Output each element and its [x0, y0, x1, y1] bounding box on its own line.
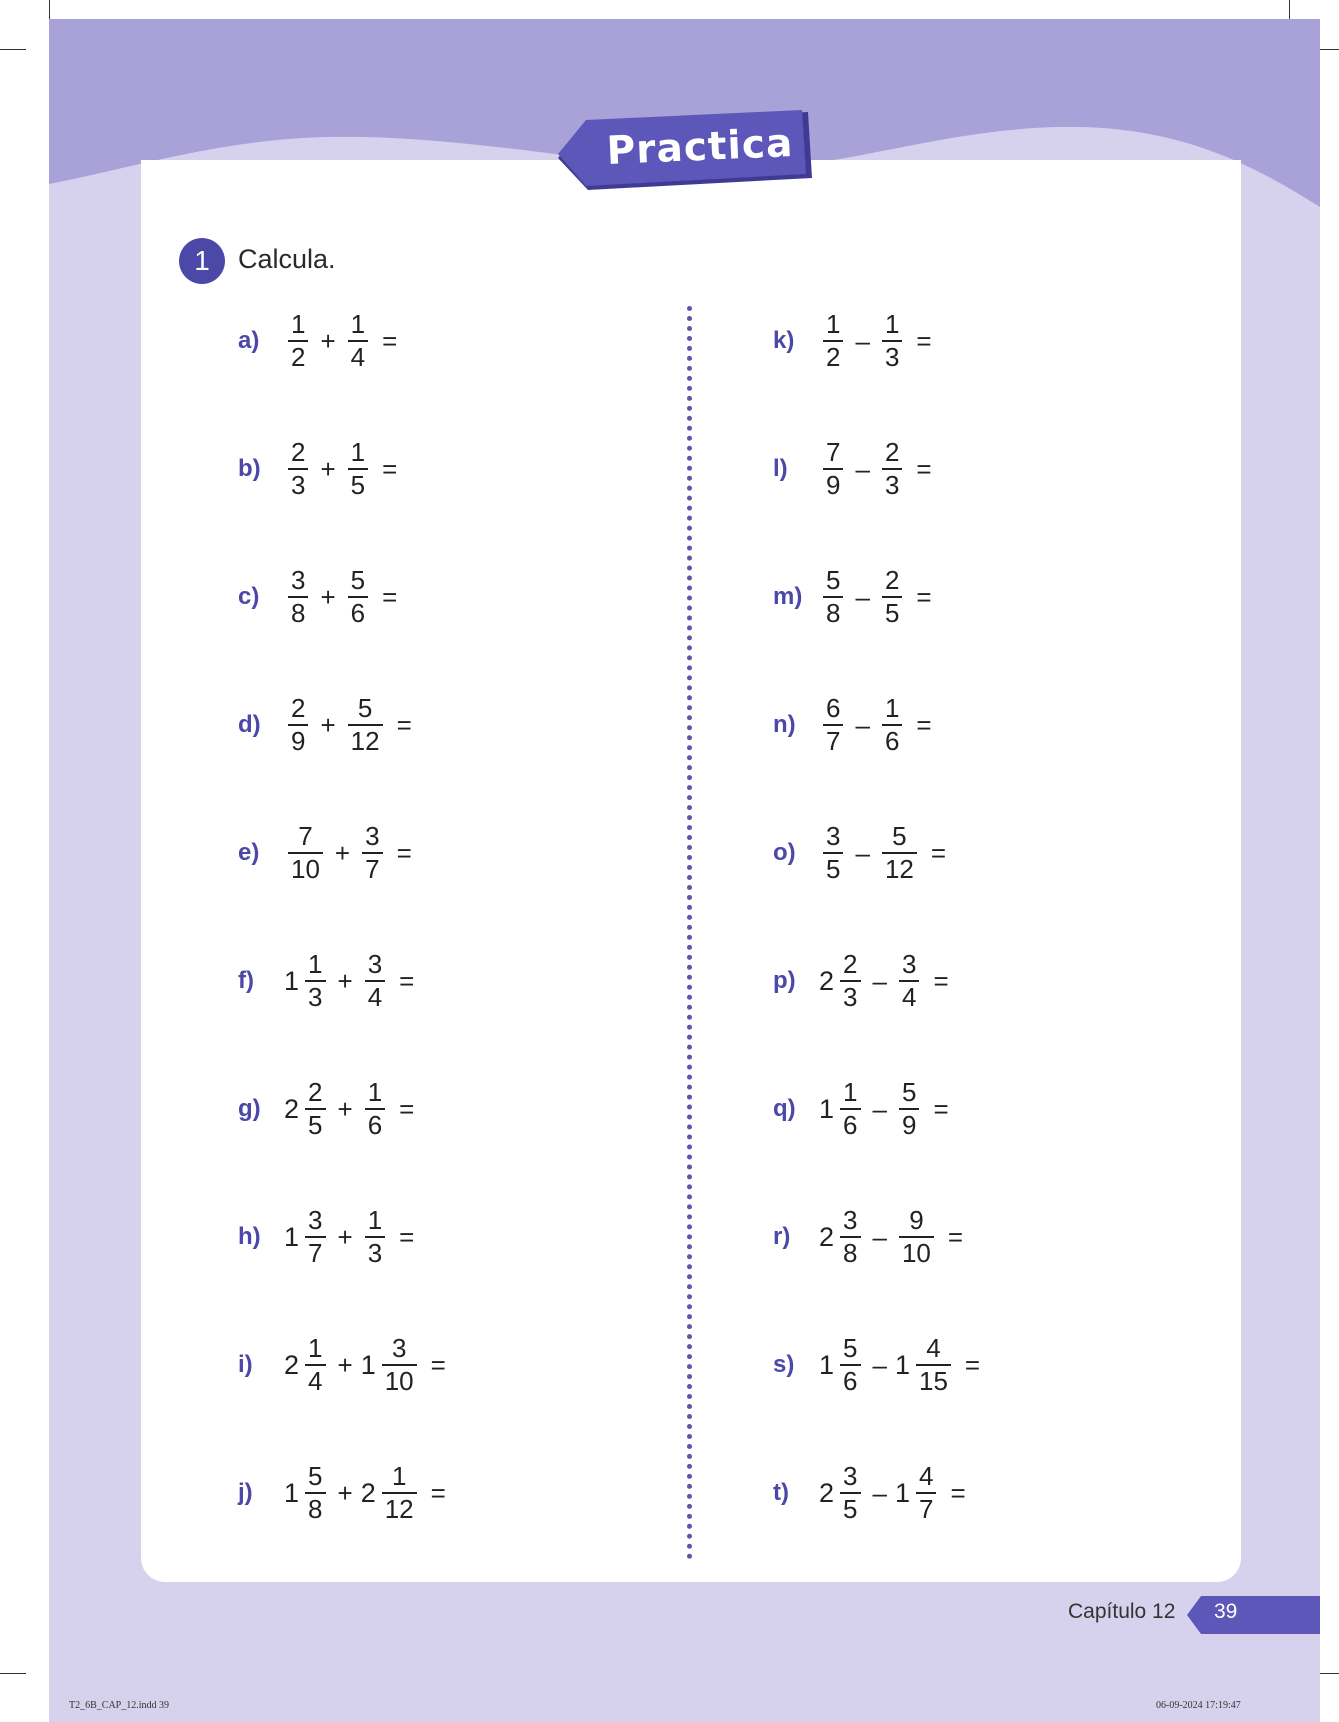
numerator: 3 — [901, 949, 917, 979]
problem — [773, 1458, 966, 1528]
equals-sign: = — [382, 325, 398, 356]
denominator: 3 — [288, 468, 308, 500]
denominator: 2 — [288, 340, 308, 372]
operator: – — [872, 1477, 887, 1508]
fraction — [288, 438, 308, 500]
denominator: 9 — [288, 724, 308, 756]
denominator: 3 — [365, 1236, 385, 1268]
problem — [773, 1074, 949, 1144]
denominator: 5 — [823, 852, 843, 884]
problem-label: b) — [238, 455, 261, 482]
mixed-whole-part: 1 — [894, 1349, 910, 1380]
fraction — [916, 1334, 951, 1396]
numerator: 3 — [391, 1333, 407, 1363]
equals-sign: = — [950, 1477, 966, 1508]
problem-label: a) — [238, 327, 260, 354]
fraction — [823, 566, 843, 628]
problem-label: f) — [238, 967, 254, 994]
fraction — [382, 1462, 417, 1524]
numerator: 2 — [884, 565, 900, 595]
fraction — [840, 1078, 860, 1140]
denominator: 8 — [305, 1492, 325, 1524]
fraction — [305, 1334, 325, 1396]
denominator: 5 — [305, 1108, 325, 1140]
mixed-whole-part: 1 — [819, 1349, 835, 1380]
problem — [238, 946, 414, 1016]
problem-label: p) — [773, 967, 796, 994]
numerator: 2 — [291, 693, 306, 723]
denominator: 3 — [882, 468, 902, 500]
fraction — [382, 1334, 417, 1396]
page-number: 39 — [1214, 1600, 1238, 1623]
operator: – — [855, 453, 870, 484]
fraction — [365, 1078, 385, 1140]
mixed-whole-part: 2 — [284, 1093, 300, 1124]
fraction — [305, 1206, 325, 1268]
problem — [773, 690, 932, 760]
problem-label: r) — [773, 1223, 791, 1250]
operator: + — [320, 581, 336, 612]
equals-sign: = — [916, 325, 932, 356]
fraction — [365, 950, 385, 1012]
numerator: 1 — [391, 1461, 407, 1491]
exercise-instruction: Calcula. — [238, 244, 336, 274]
numerator: 3 — [308, 1205, 323, 1235]
fraction — [840, 1334, 860, 1396]
fraction — [348, 310, 368, 372]
denominator: 9 — [823, 468, 843, 500]
fraction — [899, 950, 919, 1012]
numerator: 3 — [843, 1205, 858, 1235]
equals-sign: = — [916, 581, 932, 612]
equals-sign: = — [916, 453, 932, 484]
numerator: 3 — [291, 565, 306, 595]
denominator: 12 — [382, 1492, 417, 1524]
fraction — [288, 822, 323, 884]
numerator: 5 — [892, 821, 907, 851]
denominator: 7 — [362, 852, 382, 884]
operator: – — [872, 965, 887, 996]
numerator: 1 — [350, 437, 366, 467]
numerator: 5 — [901, 1077, 917, 1107]
problem — [238, 1458, 446, 1528]
fraction — [840, 1206, 860, 1268]
operator: – — [872, 1221, 887, 1252]
numerator: 6 — [826, 693, 841, 723]
numerator: 5 — [308, 1461, 323, 1491]
denominator: 7 — [916, 1492, 936, 1524]
problem — [773, 1202, 963, 1272]
equals-sign: = — [933, 965, 949, 996]
fraction — [305, 950, 325, 1012]
fraction — [882, 566, 902, 628]
denominator: 15 — [916, 1364, 951, 1396]
denominator: 5 — [882, 596, 902, 628]
denominator: 6 — [840, 1108, 860, 1140]
problem — [238, 306, 397, 376]
mixed-whole-part: 2 — [819, 1221, 835, 1252]
column-divider — [687, 306, 692, 1560]
denominator: 4 — [899, 980, 919, 1012]
problem — [238, 690, 412, 760]
numerator: 1 — [367, 1205, 383, 1235]
fraction — [916, 1462, 936, 1524]
denominator: 6 — [840, 1364, 860, 1396]
denominator: 2 — [823, 340, 843, 372]
numerator: 1 — [350, 309, 366, 339]
fraction — [305, 1462, 325, 1524]
problem-label: k) — [773, 327, 795, 354]
problem-label: h) — [238, 1223, 261, 1250]
numerator: 5 — [357, 693, 373, 723]
fraction — [365, 1206, 385, 1268]
problem-label: s) — [773, 1351, 795, 1378]
numerator: 7 — [826, 437, 841, 467]
problem-label: g) — [238, 1095, 261, 1122]
denominator: 3 — [840, 980, 860, 1012]
mixed-whole-part: 1 — [284, 1221, 300, 1252]
denominator: 12 — [882, 852, 917, 884]
equals-sign: = — [396, 709, 412, 740]
denominator: 6 — [365, 1108, 385, 1140]
fraction — [882, 438, 902, 500]
numerator: 1 — [884, 693, 900, 723]
fraction — [882, 694, 902, 756]
problem-label: j) — [238, 1479, 253, 1506]
denominator: 4 — [305, 1364, 325, 1396]
equals-sign: = — [399, 1093, 415, 1124]
numerator: 1 — [308, 949, 323, 979]
denominator: 10 — [382, 1364, 417, 1396]
numerator: 2 — [843, 949, 858, 979]
problem-label: d) — [238, 711, 261, 738]
chapter-label: Capítulo 12 — [1068, 1600, 1176, 1623]
equals-sign: = — [430, 1349, 446, 1380]
problem — [238, 434, 397, 504]
exercise-number-badge: 1 — [179, 238, 225, 284]
denominator: 10 — [288, 852, 323, 884]
denominator: 6 — [348, 596, 368, 628]
denominator: 5 — [348, 468, 368, 500]
problem-label: m) — [773, 583, 803, 610]
problem-label: n) — [773, 711, 796, 738]
problem-label: o) — [773, 839, 796, 866]
operator: + — [334, 837, 351, 868]
problem — [773, 434, 932, 504]
fraction — [899, 1206, 934, 1268]
fraction — [362, 822, 382, 884]
problem — [238, 1330, 446, 1400]
denominator: 7 — [823, 724, 843, 756]
operator: – — [855, 325, 870, 356]
fraction — [840, 950, 860, 1012]
operator: + — [320, 453, 336, 484]
fraction — [348, 566, 368, 628]
equals-sign: = — [933, 1093, 949, 1124]
denominator: 5 — [840, 1492, 860, 1524]
fraction — [899, 1078, 919, 1140]
denominator: 4 — [365, 980, 385, 1012]
operator: + — [337, 965, 353, 996]
denominator: 8 — [840, 1236, 860, 1268]
denominator: 3 — [882, 340, 902, 372]
equals-sign: = — [930, 837, 947, 868]
problem-label: i) — [238, 1351, 253, 1378]
problem-label: c) — [238, 583, 260, 610]
numerator: 2 — [308, 1077, 323, 1107]
denominator: 3 — [305, 980, 325, 1012]
mixed-whole-part: 1 — [284, 1477, 300, 1508]
operator: – — [872, 1093, 887, 1124]
problem — [773, 306, 932, 376]
timestamp-slug: 06-09-2024 17:19:47 — [1156, 1700, 1241, 1711]
numerator: 1 — [843, 1077, 858, 1107]
operator: – — [855, 709, 870, 740]
fraction — [840, 1462, 860, 1524]
fraction — [823, 438, 843, 500]
mixed-whole-part: 2 — [819, 1477, 835, 1508]
operator: + — [320, 709, 336, 740]
fraction — [823, 694, 843, 756]
mixed-whole-part: 2 — [819, 965, 835, 996]
fraction — [882, 310, 902, 372]
problem — [238, 562, 397, 632]
mixed-whole-part: 1 — [894, 1477, 910, 1508]
denominator: 8 — [288, 596, 308, 628]
numerator: 4 — [926, 1333, 941, 1363]
operator: + — [337, 1349, 353, 1380]
operator: + — [337, 1093, 353, 1124]
equals-sign: = — [399, 965, 415, 996]
crop-mark — [0, 49, 26, 50]
equals-sign: = — [964, 1349, 981, 1380]
problem — [773, 946, 949, 1016]
numerator: 1 — [826, 309, 841, 339]
problem — [238, 1202, 414, 1272]
fraction — [882, 822, 917, 884]
file-slug: T2_6B_CAP_12.indd 39 — [69, 1700, 170, 1711]
numerator: 5 — [843, 1333, 858, 1363]
operator: + — [337, 1221, 353, 1252]
problem-label: t) — [773, 1479, 789, 1506]
fraction — [288, 566, 308, 628]
equals-sign: = — [947, 1221, 964, 1252]
denominator: 9 — [899, 1108, 919, 1140]
fraction — [305, 1078, 325, 1140]
numerator: 1 — [367, 1077, 383, 1107]
fraction — [288, 694, 308, 756]
numerator: 9 — [909, 1205, 924, 1235]
numerator: 2 — [884, 437, 900, 467]
mixed-whole-part: 1 — [284, 965, 300, 996]
problem — [773, 1330, 980, 1400]
equals-sign: = — [396, 837, 412, 868]
operator: + — [320, 325, 336, 356]
denominator: 10 — [899, 1236, 934, 1268]
numerator: 3 — [826, 821, 841, 851]
page-title: Practica — [605, 120, 795, 175]
numerator: 3 — [843, 1461, 858, 1491]
mixed-whole-part: 1 — [819, 1093, 835, 1124]
equals-sign: = — [430, 1477, 446, 1508]
equals-sign: = — [399, 1221, 415, 1252]
numerator: 4 — [919, 1461, 934, 1491]
equals-sign: = — [382, 581, 398, 612]
numerator: 1 — [291, 309, 306, 339]
fraction — [823, 822, 843, 884]
denominator: 12 — [348, 724, 383, 756]
problem — [773, 818, 946, 888]
numerator: 7 — [298, 821, 313, 851]
numerator: 3 — [365, 821, 380, 851]
denominator: 6 — [882, 724, 902, 756]
operator: – — [872, 1349, 887, 1380]
denominator: 7 — [305, 1236, 325, 1268]
numerator: 2 — [291, 437, 306, 467]
problem — [773, 562, 932, 632]
numerator: 5 — [826, 565, 841, 595]
equals-sign: = — [916, 709, 932, 740]
problem-label: l) — [773, 455, 788, 482]
mixed-whole-part: 2 — [360, 1477, 376, 1508]
fraction — [348, 438, 368, 500]
numerator: 5 — [350, 565, 366, 595]
equals-sign: = — [382, 453, 398, 484]
problem — [238, 1074, 414, 1144]
denominator: 4 — [348, 340, 368, 372]
mixed-whole-part: 2 — [284, 1349, 300, 1380]
problem-label: q) — [773, 1095, 796, 1122]
operator: – — [855, 837, 870, 868]
numerator: 1 — [308, 1333, 323, 1363]
fraction — [288, 310, 308, 372]
operator: + — [337, 1477, 353, 1508]
numerator: 3 — [367, 949, 383, 979]
crop-mark — [0, 1673, 26, 1674]
problem-label: e) — [238, 839, 260, 866]
operator: – — [855, 581, 870, 612]
mixed-whole-part: 1 — [360, 1349, 376, 1380]
problem — [238, 818, 412, 888]
numerator: 1 — [884, 309, 900, 339]
fraction — [348, 694, 383, 756]
fraction — [823, 310, 843, 372]
denominator: 8 — [823, 596, 843, 628]
